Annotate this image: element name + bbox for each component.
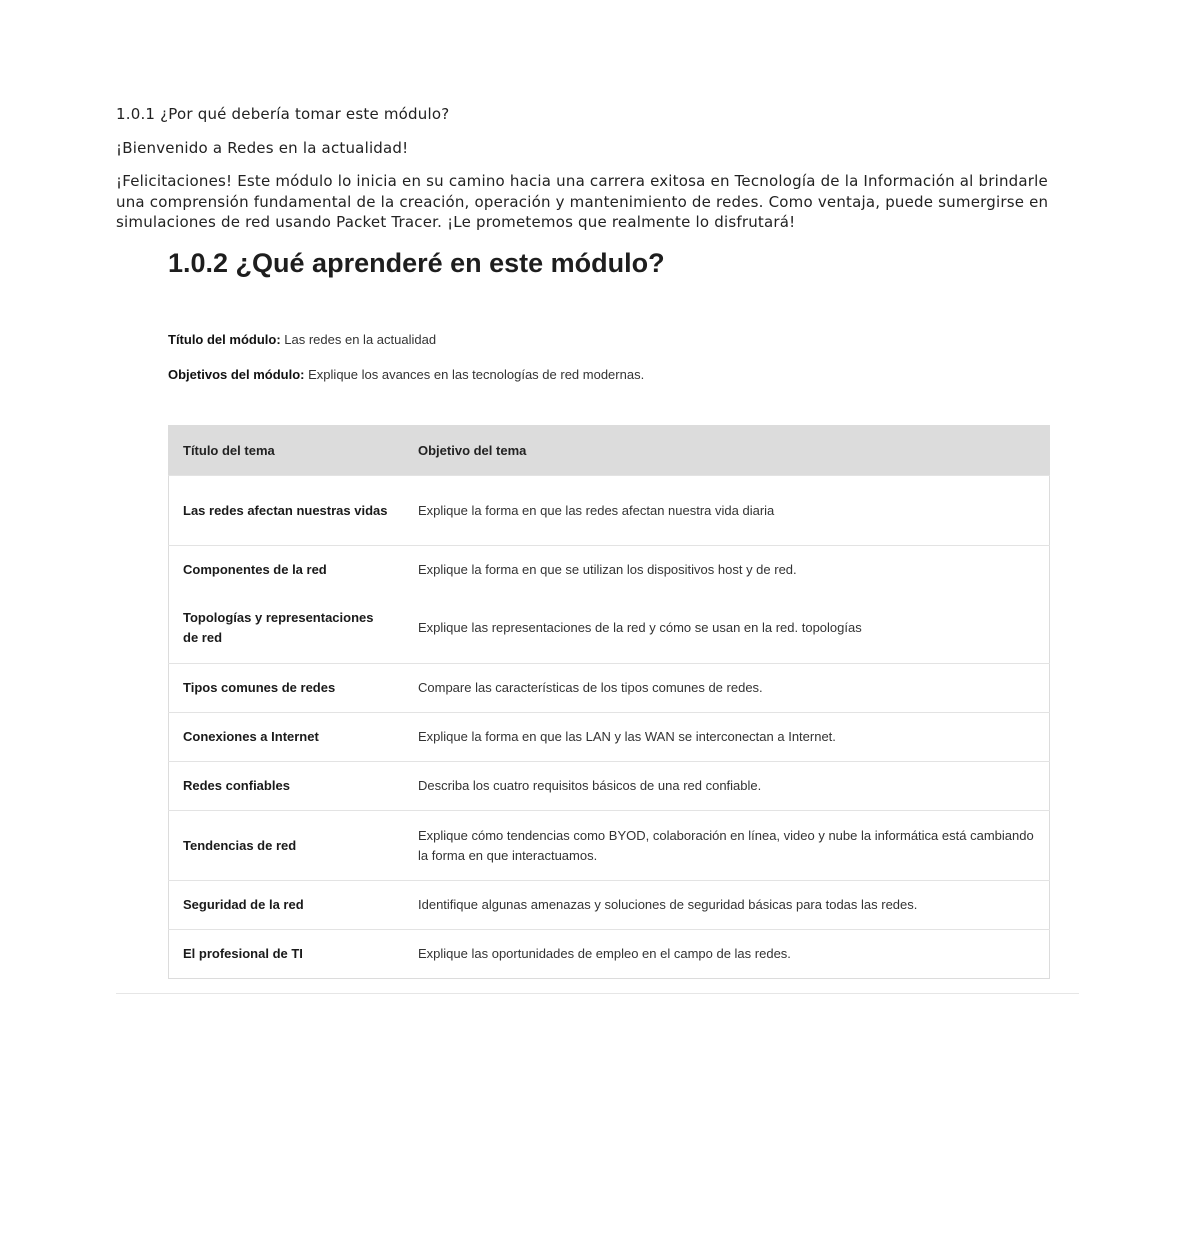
- table-row: [169, 762, 1050, 811]
- header-topic-title: Título del tema: [169, 426, 405, 476]
- section-heading-1-0-2: 1.0.2 ¿Qué aprenderé en este módulo?: [168, 248, 665, 278]
- topic-title: Tipos comunes de redes: [169, 664, 405, 713]
- module-title-value: Las redes en la actualidad: [284, 332, 437, 347]
- topic-objective: Compare las características de los tipos comunes de redes.: [404, 664, 1050, 713]
- topic-objective: Explique la forma en que se utilizan los dispositivos host y de red.: [404, 546, 1050, 594]
- topic-objective: Explique las oportunidades de empleo en el campo de las redes.: [404, 930, 1050, 979]
- table-row: [169, 713, 1050, 762]
- topic-title: Las redes afectan nuestras vidas: [169, 476, 405, 546]
- topic-title: Componentes de la red: [169, 546, 405, 594]
- topic-objective: Explique cómo tendencias como BYOD, colaboración en línea, video y nube la informática está cambiando la forma en que interactuamos.: [404, 811, 1050, 881]
- topic-objective: Explique la forma en que las redes afectan nuestra vida diaria: [404, 476, 1050, 546]
- module-objectives-value: Explique los avances en las tecnologías de red modernas.: [308, 367, 645, 382]
- topic-title: Conexiones a Internet: [169, 713, 405, 762]
- table-row: [169, 811, 1050, 881]
- topic-objective: Describa los cuatro requisitos básicos de una red confiable.: [404, 762, 1050, 811]
- table-row: [169, 476, 1050, 546]
- topic-title: El profesional de TI: [169, 930, 405, 979]
- table-row: [169, 546, 1050, 594]
- table-row: [169, 594, 1050, 664]
- module-objectives-label: Objetivos del módulo:: [168, 367, 305, 382]
- table-row: [169, 664, 1050, 713]
- module-title-line: [168, 332, 436, 347]
- topic-objective: Identifique algunas amenazas y soluciones de seguridad básicas para todas las redes.: [404, 881, 1050, 930]
- welcome-line: ¡Bienvenido a Redes en la actualidad!: [116, 139, 409, 157]
- module-title-label: Título del módulo:: [168, 332, 281, 347]
- header-topic-objective: Objetivo del tema: [404, 426, 1050, 476]
- section-heading-1-0-1: 1.0.1 ¿Por qué debería tomar este módulo?: [116, 105, 450, 123]
- topic-objective: Explique la forma en que las LAN y las WAN se interconectan a Internet.: [404, 713, 1050, 762]
- table-row: [169, 881, 1050, 930]
- topics-table: [168, 425, 1050, 979]
- topic-title: Seguridad de la red: [169, 881, 405, 930]
- topic-title: Tendencias de red: [169, 811, 405, 881]
- table-header-row: [169, 426, 1050, 476]
- intro-paragraph: ¡Felicitaciones! Este módulo lo inicia en su camino hacia una carrera exitosa en Tecnología de la Información al brindarle una comprensión fundamental de la creación, operación y mantenimiento de redes. Como ventaja, puede sumergirse en simulaciones de red usando Packet Tracer. ¡Le prometemos que realmente lo disfrutará!: [116, 172, 1049, 231]
- topic-title: Redes confiables: [169, 762, 405, 811]
- topic-title: Topologías y representaciones de red: [183, 610, 374, 646]
- table-row: [169, 930, 1050, 979]
- module-objectives-line: [168, 367, 644, 382]
- section-divider: [116, 993, 1079, 994]
- topic-objective: Explique las representaciones de la red y cómo se usan en la red. topologías: [418, 620, 862, 636]
